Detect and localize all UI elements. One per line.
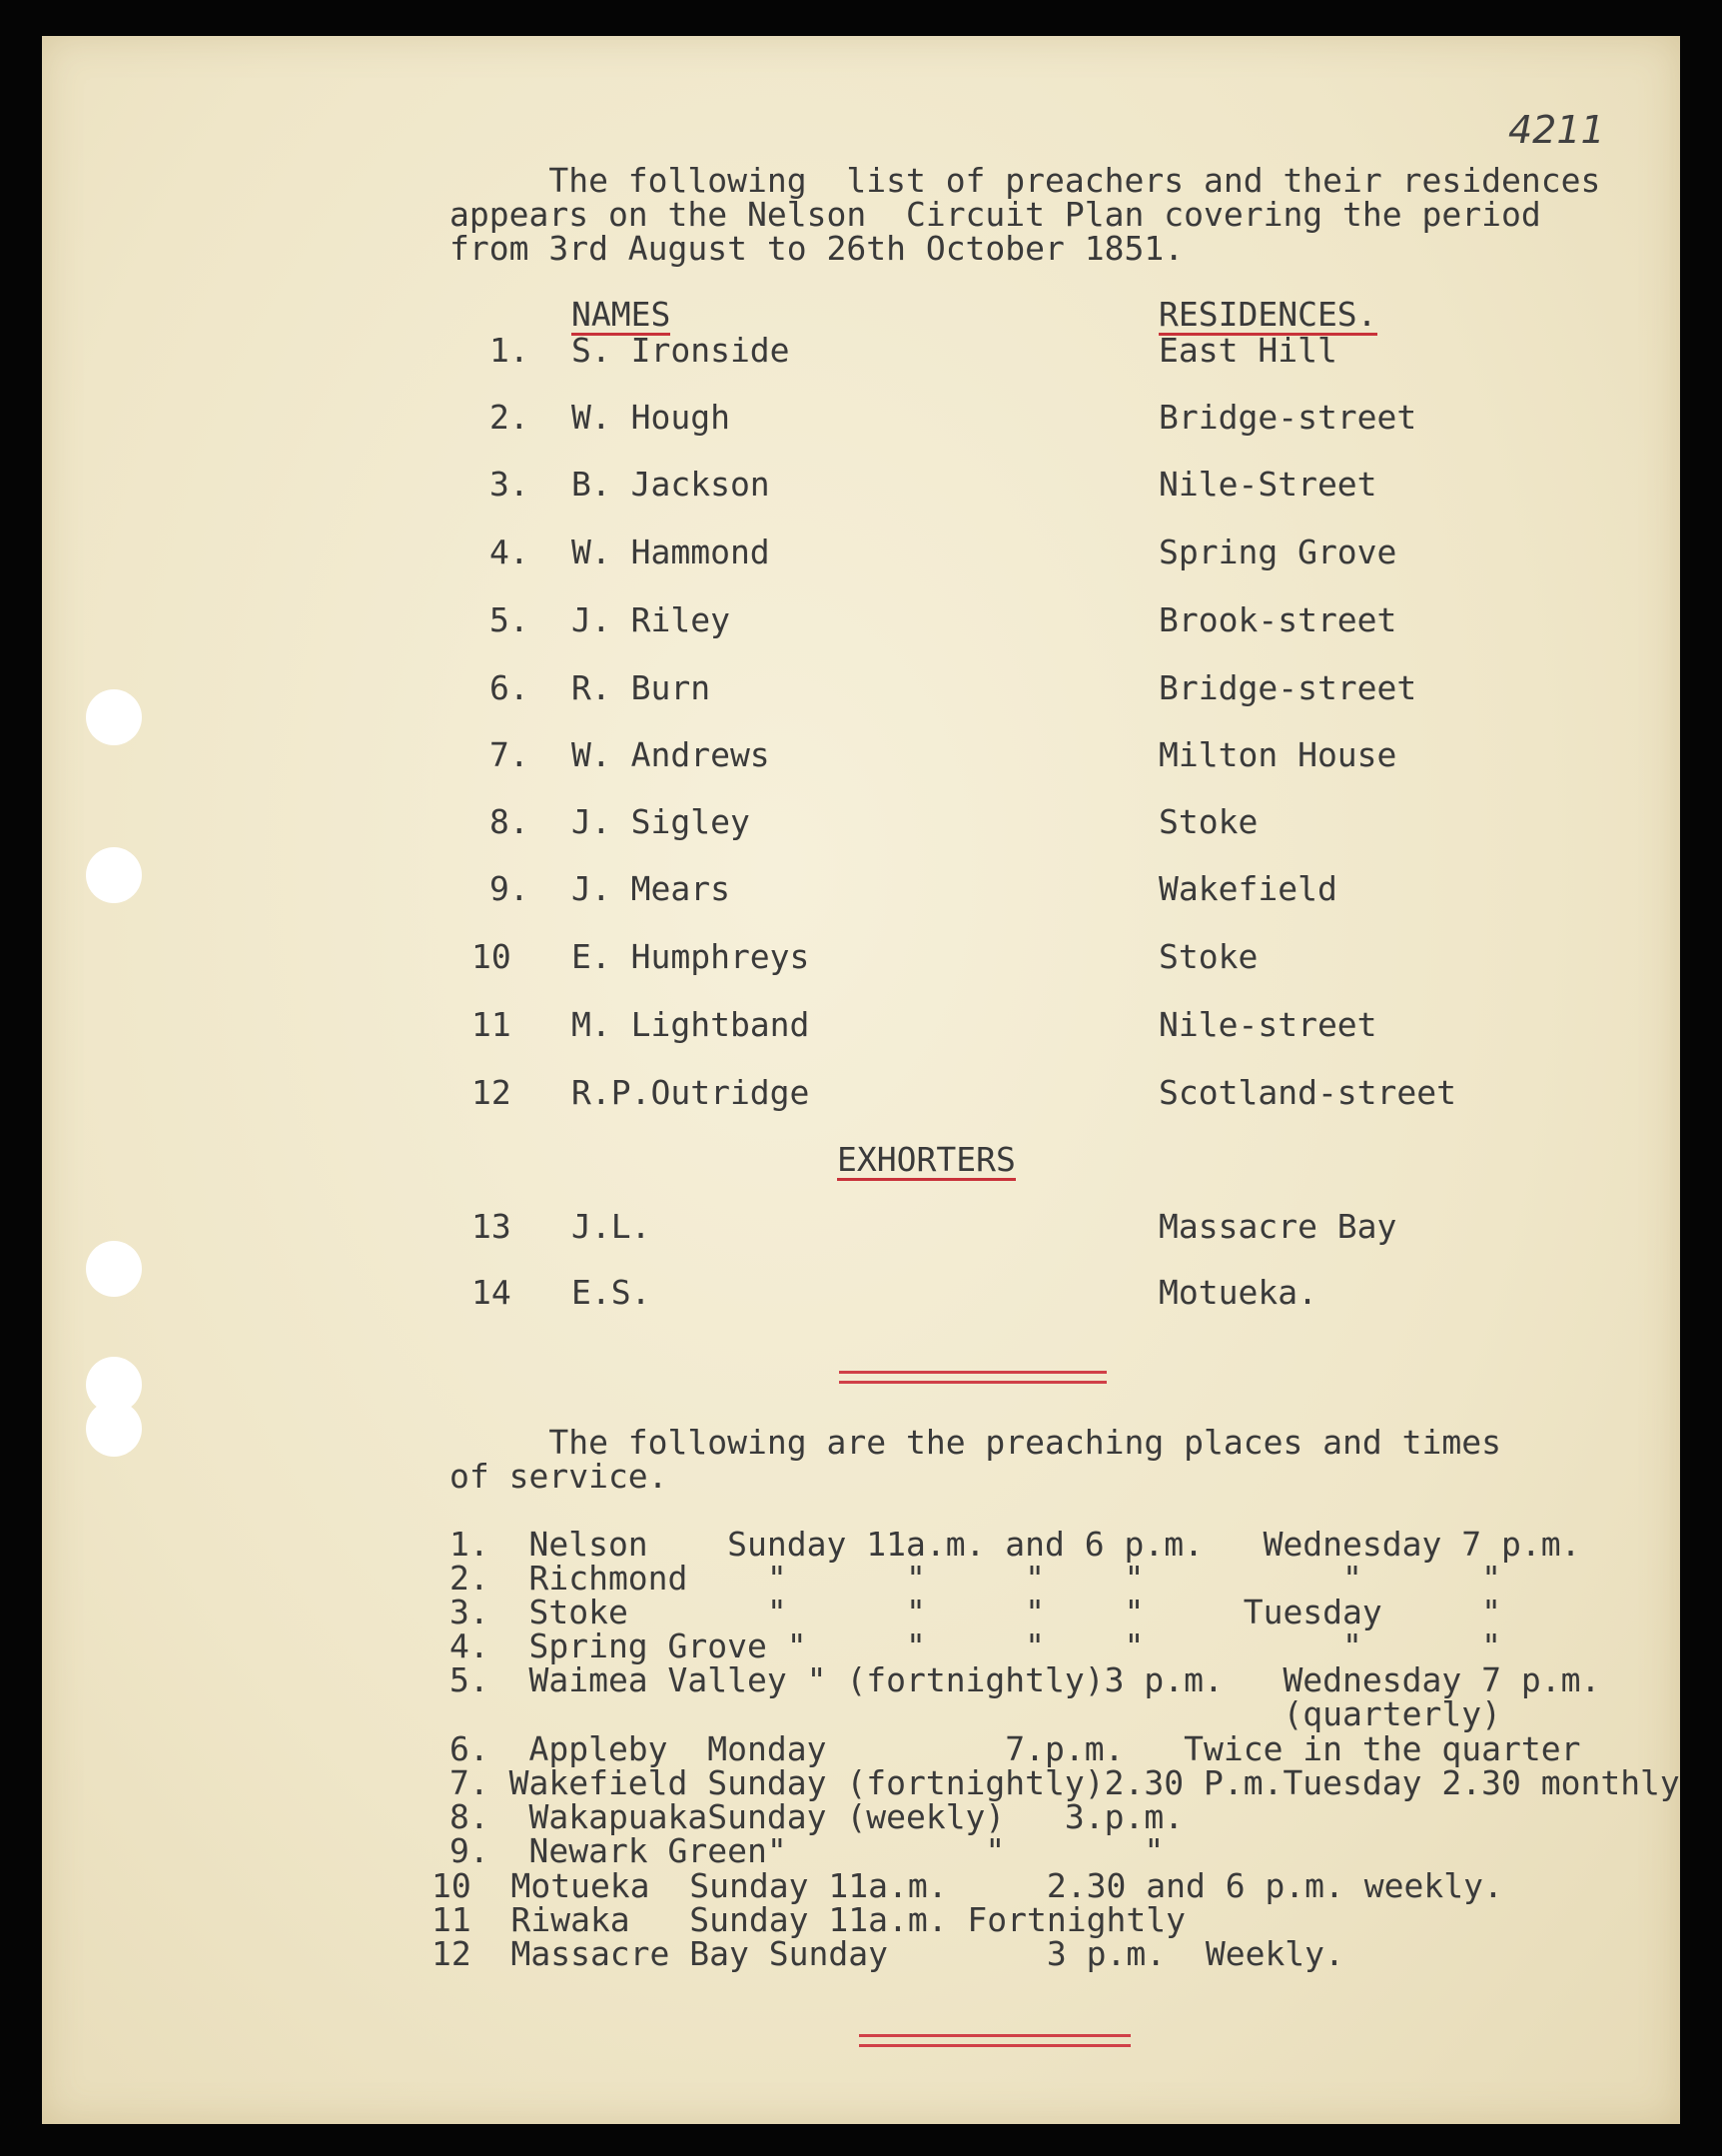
preacher-residence: Brook-street <box>1159 600 1397 639</box>
intro-line: from 3rd August to 26th October 1851. <box>449 229 1185 268</box>
preacher-name: J. Sigley <box>571 802 750 841</box>
exhorter-name: E.S. <box>571 1273 651 1312</box>
preacher-number: 9. <box>489 869 529 908</box>
preacher-number: 11 <box>471 1005 511 1044</box>
preacher-name: S. Ironside <box>571 331 790 370</box>
place-line: 7. Wakefield Sunday (fortnightly)2.30 P.m.Tuesday 2.30 monthly <box>449 1763 1680 1802</box>
typed-page <box>42 36 1680 2124</box>
place-line: 9. Newark Green" " " <box>449 1831 1165 1870</box>
preacher-number: 1. <box>489 331 529 370</box>
divider-rule <box>839 1381 1107 1384</box>
preacher-name: E. Humphreys <box>571 937 810 976</box>
preacher-residence: Stoke <box>1159 937 1259 976</box>
intro-line: The following are the preaching places and times <box>449 1423 1501 1462</box>
place-line: (quarterly) <box>449 1694 1501 1733</box>
preacher-number: 5. <box>489 600 529 639</box>
preacher-number: 4. <box>489 533 529 571</box>
intro-line: The following list of preachers and their residences <box>449 161 1601 200</box>
place-line: 12 Massacre Bay Sunday 3 p.m. Weekly. <box>431 1934 1344 1973</box>
names-heading: NAMES <box>571 295 671 334</box>
preacher-residence: Bridge-street <box>1159 668 1417 707</box>
page-number: 4211 <box>1508 108 1605 152</box>
divider-rule <box>859 2044 1131 2047</box>
preacher-residence: Scotland-street <box>1159 1073 1457 1112</box>
preacher-number: 8. <box>489 802 529 841</box>
preacher-number: 10 <box>471 937 511 976</box>
intro-line: of service. <box>449 1457 668 1496</box>
residences-heading: RESIDENCES. <box>1159 295 1377 334</box>
preacher-name: B. Jackson <box>571 465 770 504</box>
preacher-residence: Wakefield <box>1159 869 1337 908</box>
punch-hole <box>86 689 142 745</box>
preacher-name: W. Hammond <box>571 533 770 571</box>
intro-line: appears on the Nelson Circuit Plan covering the period <box>449 195 1541 234</box>
exhorter-name: J.L. <box>571 1207 651 1246</box>
preacher-name: J. Riley <box>571 600 730 639</box>
place-line: 6. Appleby Monday 7.p.m. Twice in the quarter <box>449 1729 1581 1768</box>
preacher-residence: Milton House <box>1159 735 1397 774</box>
place-line: 5. Waimea Valley " (fortnightly)3 p.m. Wednesday 7 p.m. <box>449 1660 1601 1699</box>
place-line: 2. Richmond " " " " " " <box>449 1559 1501 1598</box>
preacher-name: R. Burn <box>571 668 711 707</box>
exhorter-number: 13 <box>471 1207 511 1246</box>
preacher-name: W. Andrews <box>571 735 770 774</box>
preacher-residence: Spring Grove <box>1159 533 1397 571</box>
punch-hole <box>86 1241 142 1297</box>
preacher-name: M. Lightband <box>571 1005 810 1044</box>
place-line: 3. Stoke " " " " Tuesday " <box>449 1593 1501 1631</box>
place-line: 11 Riwaka Sunday 11a.m. Fortnightly <box>431 1900 1186 1939</box>
preacher-residence: Bridge-street <box>1159 398 1417 437</box>
exhorter-number: 14 <box>471 1273 511 1312</box>
punch-hole <box>86 1401 142 1457</box>
preacher-number: 2. <box>489 398 529 437</box>
place-line: 8. WakapuakaSunday (weekly) 3.p.m. <box>449 1797 1185 1836</box>
preacher-name: W. Hough <box>571 398 730 437</box>
exhorter-residence: Massacre Bay <box>1159 1207 1397 1246</box>
preacher-name: R.P.Outridge <box>571 1073 810 1112</box>
place-line: 1. Nelson Sunday 11a.m. and 6 p.m. Wednesday 7 p.m. <box>449 1525 1581 1564</box>
exhorters-heading: EXHORTERS <box>837 1140 1016 1179</box>
preacher-number: 6. <box>489 668 529 707</box>
preacher-name: J. Mears <box>571 869 730 908</box>
preacher-residence: Stoke <box>1159 802 1259 841</box>
preacher-residence: Nile-street <box>1159 1005 1377 1044</box>
preacher-number: 12 <box>471 1073 511 1112</box>
place-line: 4. Spring Grove " " " " " " <box>449 1626 1501 1665</box>
preacher-residence: Nile-Street <box>1159 465 1377 504</box>
preacher-number: 3. <box>489 465 529 504</box>
divider-rule <box>839 1371 1107 1374</box>
divider-rule <box>859 2034 1131 2037</box>
punch-hole <box>86 847 142 903</box>
preacher-residence: East Hill <box>1159 331 1337 370</box>
preacher-number: 7. <box>489 735 529 774</box>
exhorter-residence: Motueka. <box>1159 1273 1317 1312</box>
place-line: 10 Motueka Sunday 11a.m. 2.30 and 6 p.m. weekly. <box>431 1866 1503 1905</box>
